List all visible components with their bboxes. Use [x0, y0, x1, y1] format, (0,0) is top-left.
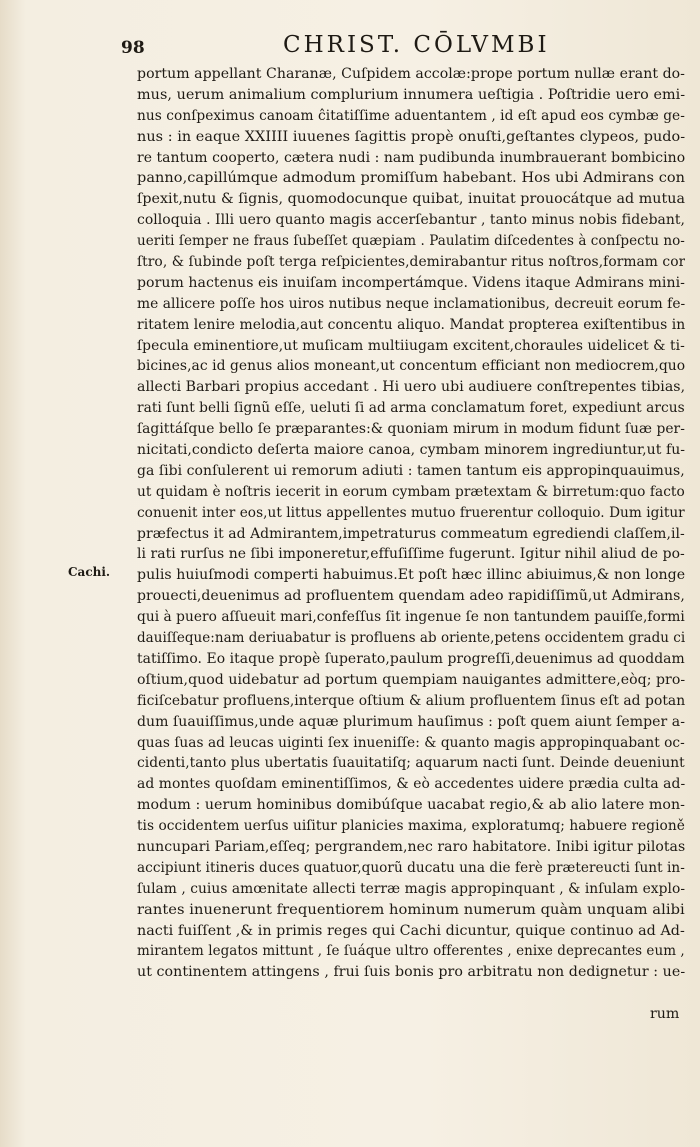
margin-note: Cachi.	[68, 565, 111, 579]
text-line: nicitati,condicto deſerta maiore canoa, cymbam minorem ingrediuntur,ut fu-	[137, 442, 685, 459]
text-line: rantes inuenerunt frequentiorem hominum numerum quàm unquam alibi	[137, 901, 685, 918]
text-line: conuenit inter eos,ut littus appellentes mutuo fruerentur colloquio. Dum igitur	[137, 504, 685, 521]
text-line: ſpecula eminentiore,ut muſicam multiiugam excitent,choraules uidelicet & ti-	[137, 337, 685, 354]
text-line: ficiſcebatur profluens,interque oſtium & alium profluentem ſinus eſt ad potan	[137, 692, 685, 709]
text-line: tatiſſimo. Eo itaque propè ſuperato,paulum progreſſi,deuenimus ad quoddam	[137, 650, 685, 667]
text-line: prouecti,deuenimus ad profluentem quendam adeo rapidiſſimũ,ut Admirans,	[137, 588, 685, 605]
text-line: nus conſpeximus canoam ĉitatiſſime aduentantem , id eſt apud eos cymbæ ge-	[137, 107, 685, 124]
catchword: rum	[650, 1006, 680, 1022]
text-line: ſpexit,nutu & ſignis, quomodocunque quibat, inuitat prouocátque ad mutua	[137, 191, 685, 208]
text-line: modum : uerum hominibus domibúſque uacabat regio,& ab alio latere mon-	[137, 797, 685, 814]
text-line: portum appellant Charanæ, Cuſpidem accolæ:prope portum nullæ erant do-	[137, 66, 685, 82]
text-line: me allicere poſſe hos uiros nutibus neque inclamationibus, decreuit eorum fe-	[137, 295, 685, 312]
text-line: ga ſibi conſulerent ui remorum adiuti : tamen tantum eis appropinquauimus,	[137, 462, 685, 479]
text-line: ut quidam è noſtris iecerit in eorum cymbam prætextam & birretum:quo facto	[137, 483, 685, 500]
text-line: ritatem lenire melodia,aut concentu aliquo. Mandat propterea exiſtentibus in	[137, 316, 685, 333]
text-line: ut continentem attingens , frui ſuis bonis pro arbitratu non dedignetur : ue-	[137, 964, 685, 981]
running-head: CHRIST. CŌLVMBI	[283, 32, 550, 58]
text-line: panno,capillúmque admodum promiſſum habebant. Hos ubi Admirans con	[137, 170, 685, 187]
text-line: quas ſuas ad leucas uiginti ſex inueniſſe: & quanto magis appropinquabant oc-	[137, 734, 685, 751]
text-line: ſulam , cuius amœnitate allecti terræ magis appropinquant , & inſulam explo-	[137, 880, 685, 897]
text-line: tis occidentem uerſus uiſitur planicies maxima, exploratumq; habuere regioně	[137, 818, 685, 835]
text-line: ſtro, & ſubinde poſt terga reſpicientes,demirabantur ritus noſtros,formam cor	[137, 254, 685, 271]
text-line: præfectus it ad Admirantem,impetraturus commeatum egrediendi claſſem,il-	[137, 525, 685, 542]
text-line: dum ſuauiſſimus,unde aquæ plurimum hauſimus : poſt quem aiunt ſemper a-	[137, 713, 685, 730]
text-line: ueriti ſemper ne fraus ſubeſſet quæpiam . Paulatim diſcedentes à conſpectu no-	[137, 233, 685, 250]
text-line: allecti Barbari propius accedant . Hi uero ubi audiuere conſtrepentes tibias,	[137, 379, 685, 396]
page-number: 98	[121, 38, 145, 58]
text-line: nuncupari Pariam,eſſeq; pergrandem,nec raro habitatore. Inibi igitur pilotas	[137, 838, 685, 855]
text-line: rati ſunt belli ſignũ eſſe, ueluti ſi ad arma conclamatum foret, expediunt arcus	[137, 400, 685, 417]
text-line: bicines,ac id genus alios moneant,ut concentum efficiant non mediocrem,quo	[137, 358, 685, 375]
text-line: mus, uerum animalium complurium innumera ueſtigia . Poſtridie uero emi-	[137, 86, 685, 103]
text-line: nus : in eaque XXIIII iuuenes ſagittis propè onuſti,geſtantes clypeos, pudo-	[137, 128, 685, 145]
text-line: accipiunt itineris duces quatuor,quorũ ducatu una die ferè prætereucti ſunt in-	[137, 859, 685, 876]
text-line: dauiſſeque:nam deriuabatur is profluens ab oriente,petens occidentem gradu ci	[137, 630, 685, 647]
text-line: cidenti,tanto plus ubertatis ſuauitatiſq; aquarum nacti ſunt. Deinde deueniunt	[137, 755, 685, 772]
text-line: pulis huiuſmodi comperti habuimus.Et poſt hæc illinc abiuimus,& non longe	[137, 567, 685, 584]
text-line: nacti fuiſſent ,& in primis reges qui Cachi dicuntur, quique continuo ad Ad-	[137, 922, 685, 939]
text-line: ſagittáſque bello ſe præparantes:& quoniam mirum in modum fidunt ſuæ per-	[137, 421, 685, 438]
text-line: oſtium,quod uidebatur ad portum quempiam nauigantes admittere,eòq; pro-	[137, 671, 685, 688]
text-line: porum hactenus eis inuiſam incompertámque. Videns itaque Admirans mini-	[137, 274, 685, 291]
text-line: mirantem legatos mittunt , ſe ſuáque ultro offerentes , enixe deprecantes eum ,	[137, 943, 685, 960]
text-line: li rati rurſus ne ſibi imponeretur,effuſiſſime fugerunt. Igitur nihil aliud de po-	[137, 546, 685, 563]
text-line: qui à puero aſſueuit mari,confeſſus ſit ingenue ſe non tantundem pauiſſe,formi	[137, 609, 685, 626]
body-text	[137, 64, 685, 983]
text-line: ad montes quoſdam eminentiſſimos, & eò accedentes uidere prædia culta ad-	[137, 776, 685, 793]
text-line: colloquia . Illi uero quanto magis accerſebantur , tanto minus nobis fidebant,	[137, 212, 685, 229]
text-line: re tantum cooperto, cætera nudi : nam pudibunda inumbrauerant bombicino	[137, 149, 685, 166]
